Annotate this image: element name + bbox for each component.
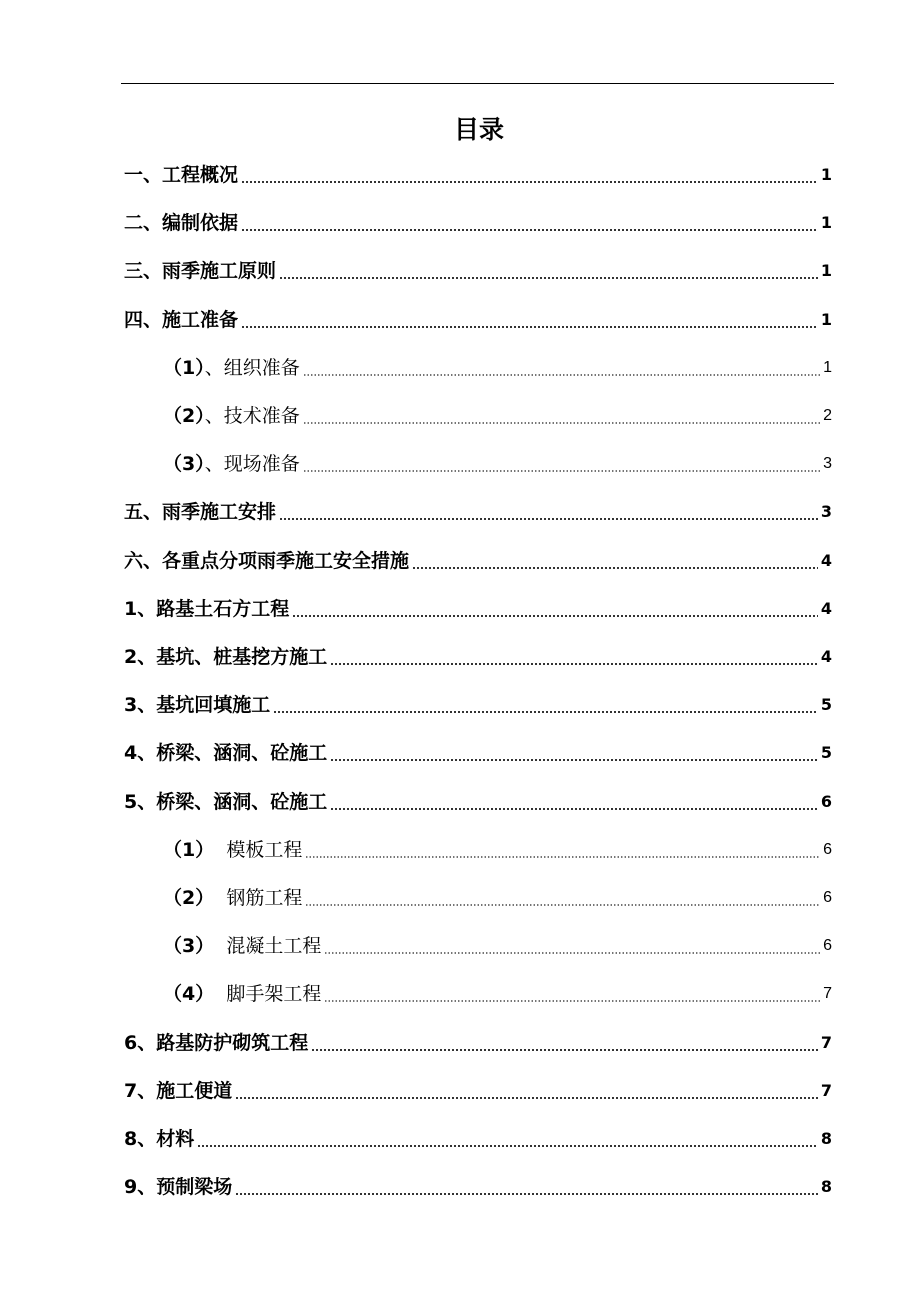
toc-entry-number: 2、 (124, 646, 157, 668)
toc-entry-number: 6、 (124, 1031, 157, 1054)
toc-entry[interactable] (124, 787, 832, 815)
toc-entry-label: 预制梁场 (156, 1176, 233, 1199)
toc-entry-number: （3） (163, 935, 215, 958)
toc-entry[interactable] (124, 1172, 832, 1200)
toc-entry-title (124, 307, 238, 333)
toc-dot-leader (303, 470, 820, 472)
toc-dot-leader (330, 663, 818, 665)
toc-entry-title (163, 933, 321, 959)
toc-entry-number: （1） (163, 838, 215, 861)
toc-entry-label: 桥梁、涵洞、砼施工 (156, 790, 328, 813)
toc-entry[interactable] (163, 931, 832, 959)
toc-entry-label: 、现场准备 (204, 453, 300, 476)
toc-page-number: 6 (823, 840, 832, 858)
toc-entry-label: 雨季施工原则 (162, 260, 277, 283)
toc-page-number: 6 (823, 937, 832, 955)
toc-entry-label: 、技术准备 (204, 405, 300, 427)
toc-entry-number: （4） (163, 983, 215, 1006)
toc-entry-label: 钢筋工程 (214, 887, 303, 909)
toc-page-number: 4 (820, 550, 832, 570)
toc-entry-label: 施工便道 (156, 1079, 233, 1102)
toc-entry[interactable] (124, 1028, 832, 1056)
toc-entry-title (124, 1078, 232, 1104)
toc-page-number: 1 (820, 213, 832, 233)
toc-entry-label: 桥梁、涵洞、砼施工 (156, 742, 328, 765)
toc-entry[interactable] (124, 160, 832, 188)
toc-entry-label: 工程概况 (162, 164, 239, 186)
toc-entry-label: 基坑回填施工 (156, 694, 271, 717)
toc-dot-leader (241, 326, 818, 328)
toc-page-number: 5 (820, 695, 832, 715)
toc-entry-title (124, 499, 276, 525)
toc-page-number: 1 (823, 358, 832, 376)
toc-entry-number: 二、 (124, 212, 163, 235)
toc-dot-leader (324, 952, 820, 954)
toc-entry-label: 雨季施工安排 (162, 501, 277, 524)
toc-entry-label: 脚手架工程 (214, 983, 322, 1006)
toc-entry[interactable] (124, 208, 832, 236)
toc-entry[interactable] (124, 738, 832, 766)
toc-entry-number: （2） (163, 405, 205, 427)
toc-page-number: 1 (820, 165, 832, 184)
toc-entry-label: 编制依据 (162, 212, 239, 235)
toc-entry-title (124, 210, 238, 236)
toc-entry[interactable] (163, 883, 832, 911)
toc-entry-title (163, 403, 300, 429)
toc-entry-title (124, 644, 327, 670)
toc-entry-title (163, 981, 321, 1007)
toc-page-number: 7 (823, 985, 832, 1003)
toc-dot-leader (279, 277, 818, 279)
toc-page-number: 8 (820, 1177, 832, 1197)
toc-dot-leader (279, 518, 818, 520)
toc-title: 目录 (453, 115, 504, 144)
toc-dot-leader (330, 808, 818, 810)
toc-entry-title (124, 692, 270, 718)
toc-page-number: 6 (823, 889, 832, 906)
toc-page-number: 8 (820, 1129, 832, 1148)
toc-entry-number: 六、 (124, 549, 163, 572)
toc-entry-title (124, 548, 409, 574)
toc-entry-label: 各重点分项雨季施工安全措施 (162, 549, 410, 572)
toc-page-number: 1 (820, 309, 832, 329)
toc-page-number: 2 (823, 407, 832, 424)
toc-entry-number: （2） (163, 887, 215, 909)
toc-entry[interactable] (124, 305, 832, 333)
toc-entry-title (163, 355, 300, 381)
toc-entry[interactable] (163, 835, 832, 863)
toc-page-number: 1 (820, 261, 832, 281)
toc-dot-leader (241, 181, 818, 183)
toc-entry-number: 一、 (124, 164, 163, 186)
toc-entry[interactable] (124, 1124, 832, 1152)
toc-entry-label: 材料 (156, 1128, 195, 1150)
toc-entry-number: 4、 (124, 742, 157, 765)
toc-entry-label: 施工准备 (162, 308, 239, 331)
toc-dot-leader (235, 1193, 818, 1195)
toc-dot-leader (305, 904, 820, 906)
toc-entry[interactable] (124, 546, 832, 574)
toc-dot-leader (330, 759, 818, 761)
toc-entry-label: 路基土石方工程 (156, 597, 290, 620)
toc-entry-number: （1） (163, 356, 205, 379)
toc-entry-title (124, 740, 327, 766)
toc-entry-number: 5、 (124, 790, 157, 813)
toc-entry-number: 五、 (124, 501, 163, 524)
toc-page-number: 3 (823, 455, 832, 473)
toc-page-number: 5 (820, 743, 832, 763)
toc-entry-label: 基坑、桩基挖方施工 (156, 646, 328, 668)
toc-entry-label: 路基防护砌筑工程 (156, 1031, 309, 1054)
toc-page-number: 7 (820, 1032, 832, 1052)
toc-dot-leader (197, 1145, 818, 1147)
toc-entry-title (124, 162, 238, 188)
toc-entry-number: 四、 (124, 308, 163, 331)
toc-dot-leader (292, 615, 818, 617)
toc-entry-title (163, 885, 302, 911)
toc-entry[interactable] (124, 1076, 832, 1104)
toc-dot-leader (303, 422, 820, 424)
toc-entry-number: （3） (163, 453, 205, 476)
toc-entry-title (124, 789, 327, 815)
toc-page-number: 6 (820, 791, 832, 811)
toc-entry-title (124, 1126, 194, 1152)
toc-entry-number: 7、 (124, 1079, 157, 1102)
toc-entry-label: 模板工程 (214, 838, 303, 861)
toc-dot-leader (303, 374, 820, 376)
toc-page-number: 7 (820, 1080, 832, 1100)
toc-entry[interactable] (163, 979, 832, 1007)
toc-entry[interactable] (124, 690, 832, 718)
toc-page-number: 4 (820, 598, 832, 618)
toc-entry-label: 、组织准备 (204, 356, 300, 379)
toc-page-number: 3 (820, 502, 832, 522)
toc-entry[interactable] (124, 594, 832, 622)
toc-entry-number: 1、 (124, 597, 157, 620)
toc-dot-leader (412, 567, 818, 569)
toc-entry-number: 8、 (124, 1128, 157, 1150)
toc-entry-title (124, 596, 289, 622)
toc-entry[interactable] (124, 497, 832, 525)
toc-entry-title (124, 1174, 232, 1200)
toc-entry[interactable] (163, 353, 832, 381)
toc-entry[interactable] (163, 401, 832, 429)
toc-dot-leader (273, 711, 818, 713)
toc-entry-number: 3、 (124, 694, 157, 717)
toc-dot-leader (241, 229, 818, 231)
toc-dot-leader (324, 1000, 820, 1002)
toc-dot-leader (311, 1049, 818, 1051)
toc-entry-number: 三、 (124, 260, 163, 283)
toc-entry[interactable] (124, 642, 832, 670)
toc-dot-leader (235, 1097, 818, 1099)
toc-entry[interactable] (163, 449, 832, 477)
toc-entry-title (124, 258, 276, 284)
toc-entry-number: 9、 (124, 1176, 157, 1199)
toc-entry[interactable] (124, 256, 832, 284)
toc-dot-leader (305, 856, 820, 858)
toc-entry-label: 混凝土工程 (214, 935, 322, 958)
toc-entry-title (163, 451, 300, 477)
toc-entry-title (124, 1030, 308, 1056)
toc-entry-title (163, 837, 302, 863)
toc-page-number: 4 (820, 647, 832, 666)
